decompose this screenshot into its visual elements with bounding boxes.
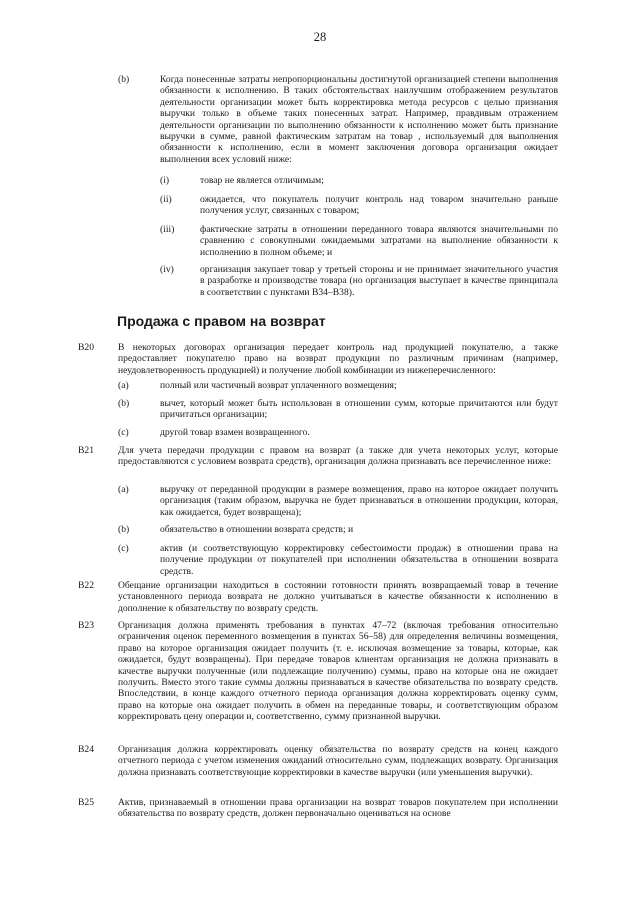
subitem-text-iii: фактические затраты в отношении переданного товара являются значительными по сравнению с совокупными ожидаемыми затратами на выполнение обязанности к исполнению в полном объеме; и: [200, 224, 558, 258]
subitem-marker-ii: (ii): [160, 194, 172, 205]
item-text-b20-a: полный или частичный возврат уплаченного возмещения;: [160, 380, 397, 391]
para-text-b23: Организация должна применять требования в пунктах 47–72 (включая требования относительно ограничения оценок переменного возмещения в пунктах 56–58) для определения величины возмещения, право на которое организация ожидает получить (т. е. исключая возмещение за товары, которые, как ожидается, будут возвращены). При передаче товаров клиентам организация не должна признавать в качестве выручки полученные (или подлежащие получению) суммы, право на которые она не ожидает получить. Вместо этого такие суммы должны признаваться в качестве обязательства по возврату средств. Впоследствии, в конце каждого отчетного периода организация должна корректировать оценку сумм, право на которые она ожидает получить в обмен на переданные товары, и соответствующим образом корректировать цену операции и, соответственно, сумму признанной выручки.: [118, 620, 558, 723]
para-text-b22: Обещание организации находиться в состоянии готовности принять возвращаемый товар в течение установленного периода возврата не должно учитываться в качестве обязанности к исполнению в дополнение к обязательству по возврату средств.: [118, 580, 558, 614]
item-marker-b20-b: (b): [118, 398, 130, 409]
para-number-b20: B20: [78, 342, 94, 353]
item-text-b21-a: выручку от переданной продукции в размере возмещения, право на которое ожидает получить организация (таким образом, выручка не будет признаваться в отношении продукции, которая, как ожидается, будет возвращена);: [160, 484, 558, 518]
item-text-b: Когда понесенные затраты непропорциональны достигнутой организацией степени выполнения обязанности к исполнению. В таких обстоятельствах наилучшим отображением результатов деятельности организации может быть корректировка метода ресурсов с целью признания выручки только в объеме таких понесенных затрат. Например, правдивым отражением деятельности организации по выполнению обязанности к исполнению может быть признание выручки в сумме, равной фактическим затратам на товар , используемый для выполнения обязанности к исполнению, если в момент заключения договора организация ожидает выполнения всех условий ниже:: [160, 74, 558, 165]
subitem-marker-iv: (iv): [160, 264, 174, 275]
para-text-b20: В некоторых договорах организация передает контроль над продукцией покупателю, а также предоставляет покупателю право на возврат продукции по различным причинам (например, неудовлетворенность продукцией) и получение любой комбинации из нижеперечисленного:: [118, 342, 558, 376]
para-text-b24: Организация должна корректировать оценку обязательства по возврату средств на конец каждого отчетного периода с учетом изменения ожиданий относительно сумм, подлежащих возврату. Организация должна признавать соответствующие корректировки в качестве выручки (или уменьшения выручки).: [118, 744, 558, 778]
subitem-text-i: товар не является отличимым;: [200, 175, 324, 186]
item-marker-b20-a: (a): [118, 380, 129, 391]
item-marker-b21-a: (a): [118, 484, 129, 495]
item-marker-b: (b): [118, 74, 130, 85]
para-number-b21: B21: [78, 445, 94, 456]
item-marker-b21-b: (b): [118, 524, 130, 535]
para-text-b21: Для учета передачи продукции с правом на возврат (а также для учета некоторых услуг, которые предоставляются с условием возврата средств), организация должна признавать все перечисленное ниже:: [118, 445, 558, 468]
para-number-b25: B25: [78, 797, 94, 808]
para-number-b23: B23: [78, 620, 94, 631]
page-number: 28: [313, 30, 327, 44]
para-number-b22: B22: [78, 580, 94, 591]
section-heading: Продажа с правом на возврат: [117, 313, 326, 329]
subitem-text-iv: организация закупает товар у третьей стороны и не принимает значительного участия в разработке и производстве товара (но организация выступает в качестве принципала в соответствии с пунктами B34–B38).: [200, 264, 558, 298]
item-text-b21-b: обязательство в отношении возврата средств; и: [160, 524, 354, 535]
item-marker-b21-c: (c): [118, 543, 129, 554]
subitem-text-ii: ожидается, что покупатель получит контроль над товаром значительно раньше получения услуг, связанных с товаром;: [200, 194, 558, 217]
para-number-b24: B24: [78, 744, 94, 755]
subitem-marker-i: (i): [160, 175, 170, 186]
item-text-b21-c: актив (и соответствующую корректировку себестоимости продаж) в отношении права на получение продукции от покупателей при исполнении обязательства в отношении возврата средств.: [160, 543, 558, 577]
item-marker-b20-c: (c): [118, 427, 129, 438]
subitem-marker-iii: (iii): [160, 224, 175, 235]
item-text-b20-b: вычет, который может быть использован в отношении сумм, которые причитаются или будут причитаться организации;: [160, 398, 558, 421]
para-text-b25: Актив, признаваемый в отношении права организации на возврат товаров покупателем при исполнении обязательства по возврату средств, должен первоначально оцениваться на основе: [118, 797, 558, 820]
item-text-b20-c: другой товар взамен возвращенного.: [160, 427, 310, 438]
